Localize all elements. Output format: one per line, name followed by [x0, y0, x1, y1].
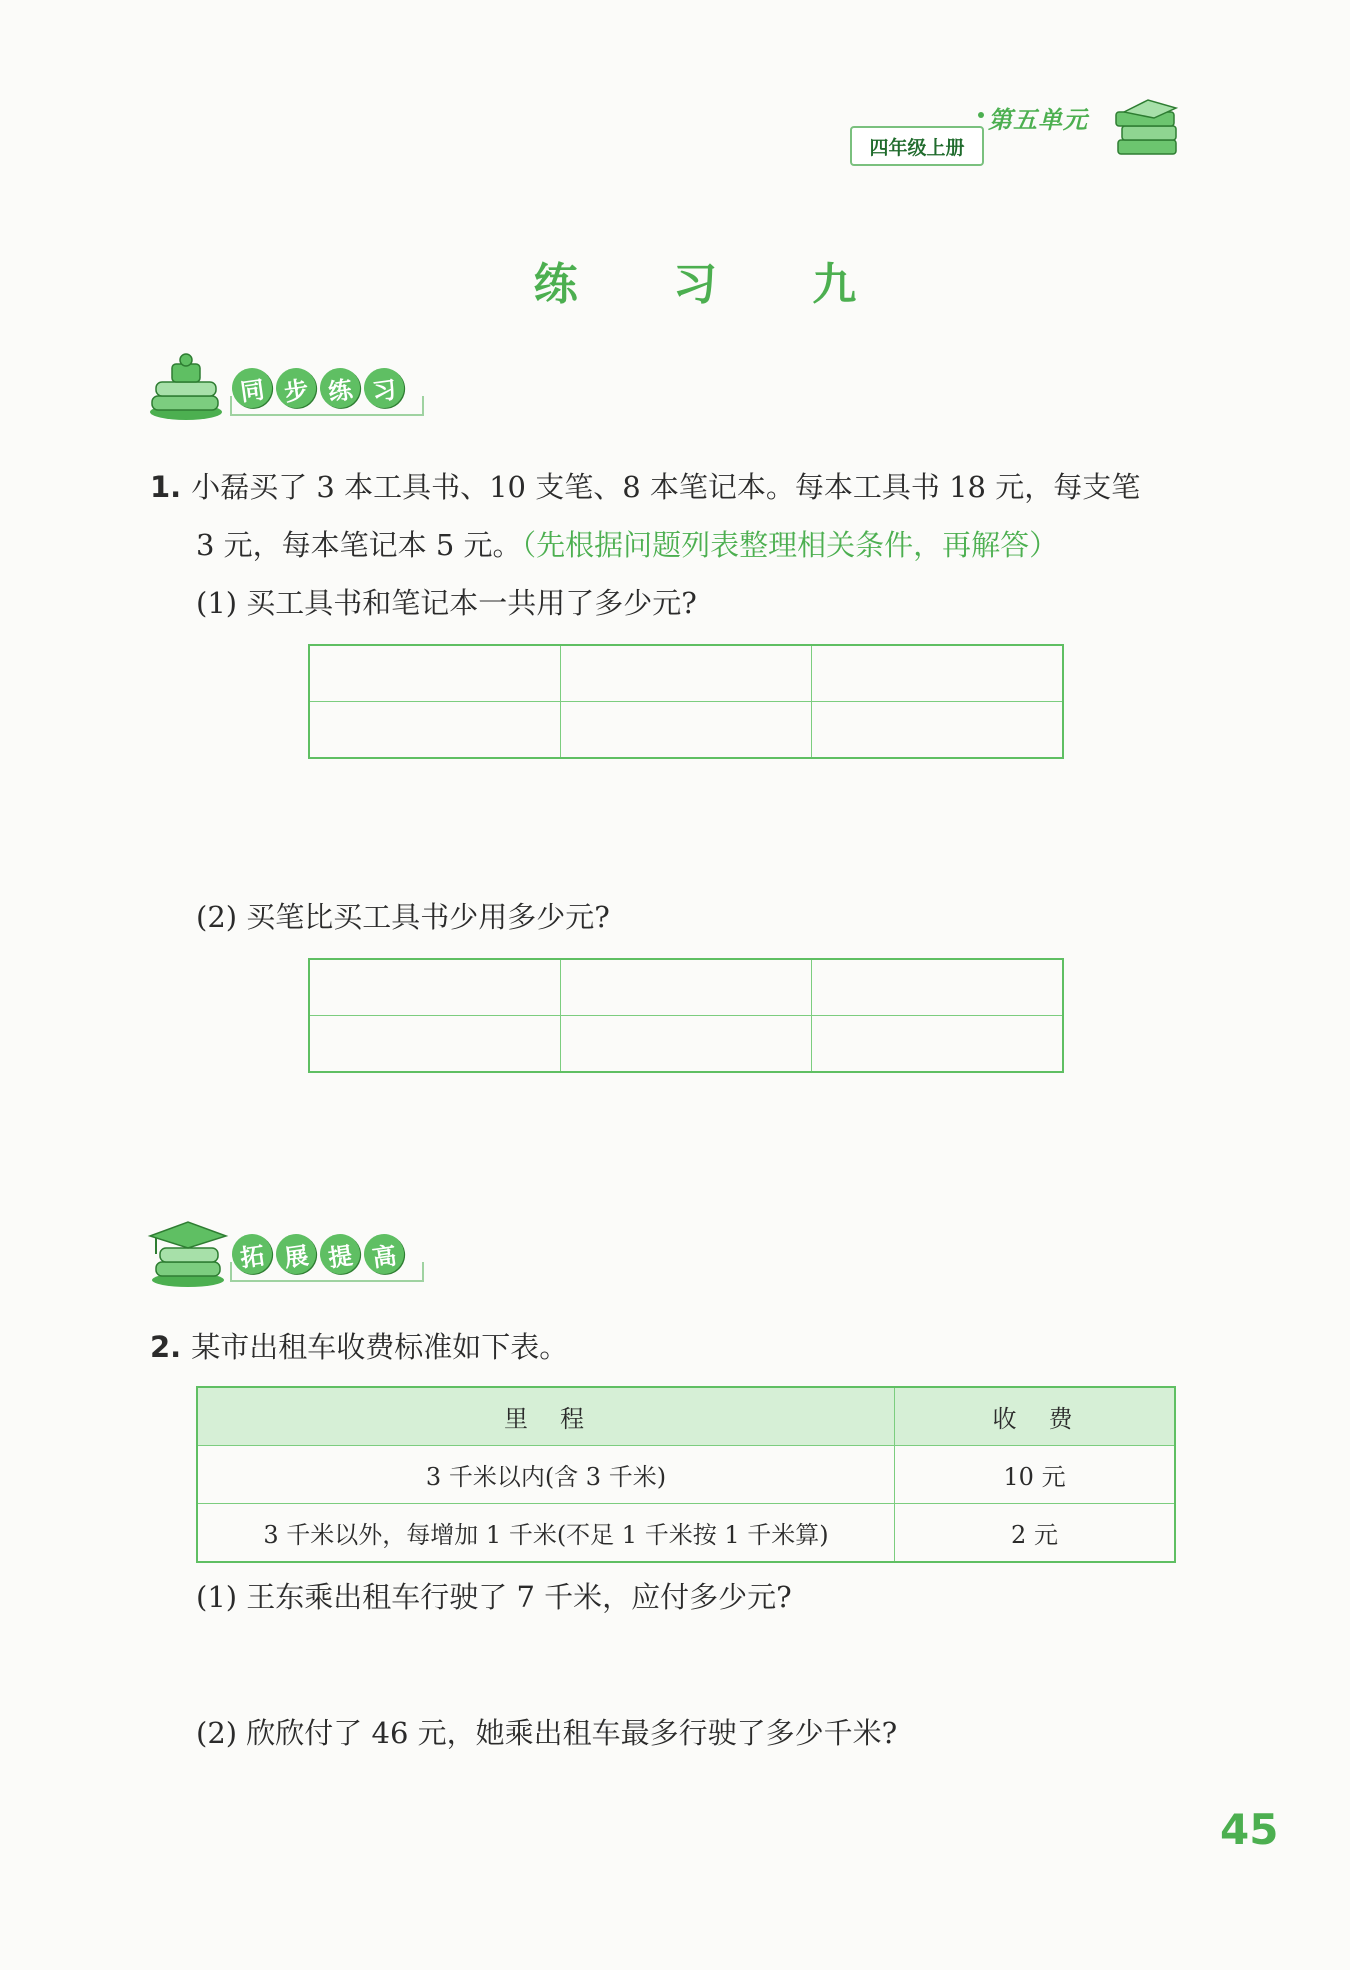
question-2-sub-1: (1) 王东乘出租车行驶了 7 千米，应付多少元?: [196, 1580, 792, 1614]
question-2-text: [150, 1318, 568, 1376]
table-row: [197, 1504, 1175, 1563]
answer-cell[interactable]: [812, 1016, 1064, 1073]
fee-cell: 2 元: [895, 1504, 1176, 1563]
answer-cell[interactable]: [812, 702, 1064, 759]
fare-table: [196, 1386, 1176, 1563]
question-text: 3 元，每本笔记本 5 元。: [196, 528, 522, 562]
grade-label: 四年级上册: [850, 126, 984, 166]
answer-grid-1: [308, 644, 1064, 759]
heading-char: 同: [229, 365, 274, 410]
page-title: 练 习 九: [533, 259, 897, 310]
answer-cell[interactable]: [812, 959, 1064, 1016]
column-header-fee: 收 费: [895, 1387, 1176, 1446]
column-header-distance: 里 程: [197, 1387, 895, 1446]
answer-cell[interactable]: [561, 959, 812, 1016]
answer-cell[interactable]: [561, 702, 812, 759]
answer-cell[interactable]: [309, 645, 561, 702]
distance-cell: 3 千米以外，每增加 1 千米(不足 1 千米按 1 千米算): [197, 1504, 895, 1563]
table-row: [197, 1446, 1175, 1504]
section-practice-heading: [146, 352, 426, 422]
question-1-line-1: [150, 458, 1140, 516]
question-1-sub-2: (2) 买笔比买工具书少用多少元?: [196, 900, 610, 934]
dot-icon: [978, 112, 984, 118]
question-number: 1.: [150, 470, 182, 504]
question-number: 2.: [150, 1330, 182, 1364]
page-number: 45: [1220, 1805, 1279, 1854]
answer-cell[interactable]: [812, 645, 1064, 702]
answer-grid-2: [308, 958, 1064, 1073]
answer-cell[interactable]: [561, 1016, 812, 1073]
heading-char: 练: [317, 365, 362, 410]
heading-char: 高: [361, 1231, 406, 1276]
answer-cell[interactable]: [309, 1016, 561, 1073]
table-header-row: [197, 1387, 1175, 1446]
unit-label: 第五单元: [988, 106, 1088, 134]
question-hint: （先根据问题列表整理相关条件，再解答）: [521, 528, 1059, 562]
heading-char: 拓: [229, 1231, 274, 1276]
distance-cell: 3 千米以内(含 3 千米): [197, 1446, 895, 1504]
heading-char: 习: [361, 365, 406, 410]
heading-char: 提: [317, 1231, 362, 1276]
heading-char: 展: [273, 1231, 318, 1276]
answer-cell[interactable]: [309, 702, 561, 759]
question-1-sub-1: (1) 买工具书和笔记本一共用了多少元?: [196, 586, 697, 620]
unit-header: [850, 96, 1180, 176]
graduation-cap-icon: [146, 1218, 230, 1288]
answer-cell[interactable]: [309, 959, 561, 1016]
fee-cell: 10 元: [895, 1446, 1176, 1504]
question-1-line-2: [196, 516, 1058, 574]
question-text: 小磊买了 3 本工具书、10 支笔、8 本笔记本。每本工具书 18 元，每支笔: [191, 470, 1141, 504]
book-stack-icon: [1114, 96, 1180, 166]
question-2-sub-2: (2) 欣欣付了 46 元，她乘出租车最多行驶了多少千米?: [196, 1716, 898, 1750]
answer-cell[interactable]: [561, 645, 812, 702]
question-text: 某市出租车收费标准如下表。: [191, 1330, 569, 1364]
section-extend-heading: [146, 1218, 426, 1288]
book-stack-icon: [146, 352, 230, 422]
heading-char: 步: [273, 365, 318, 410]
